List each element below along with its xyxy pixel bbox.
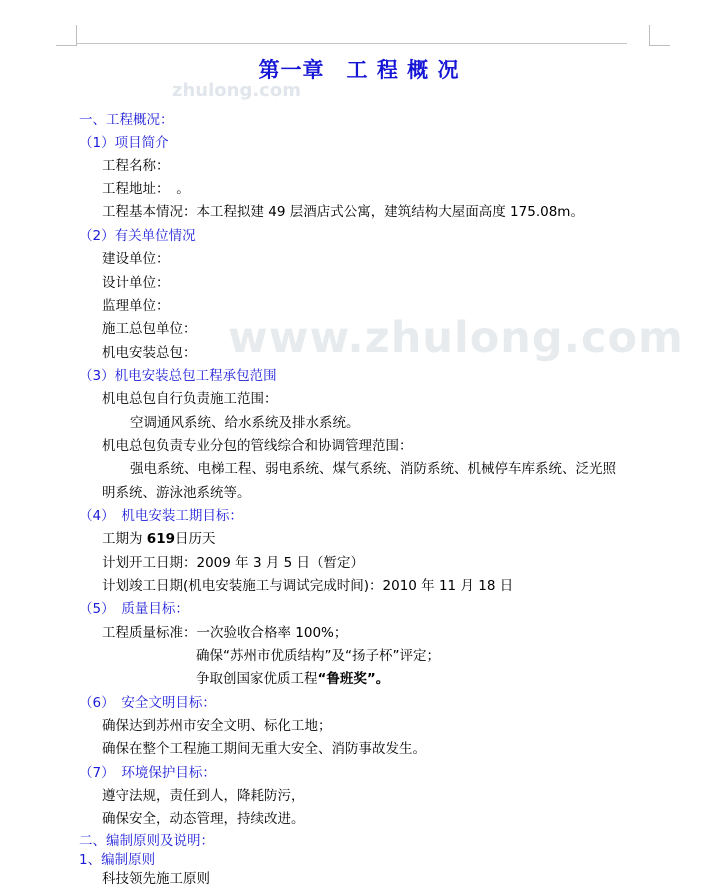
section-heading: 二、编制原则及说明： [79, 833, 214, 849]
text-line-cut: 科技领先施工原则 [102, 871, 210, 887]
text-line: 机电总包自行负责施工范围： [102, 391, 278, 407]
text-line: 工期为 619日历天 [102, 531, 216, 547]
text-line: 争取创国家优质工程“鲁班奖”。 [196, 671, 390, 687]
text-line: 确保达到苏州市安全文明、标化工地； [102, 718, 332, 734]
text-line: 机电总包负责专业分包的管线综合和协调管理范围： [102, 438, 413, 454]
text-line: 确保“苏州市优质结构”及“扬子杯”评定； [196, 648, 440, 664]
text-line: 计划竣工日期(机电安装施工与调试完成时间)：2010 年 11 月 18 日 [102, 578, 514, 594]
watermark-small: zhulong.com [172, 80, 301, 101]
text-line: 确保安全，动态管理，持续改进。 [102, 811, 305, 827]
text-line: 工程名称： [102, 158, 170, 174]
page-title: 第一章 工 程 概 况 [258, 57, 460, 82]
text-line: 确保在整个工程施工期间无重大安全、消防事故发生。 [102, 741, 426, 757]
text-line: 空调通风系统、给水系统及排水系统。 [130, 415, 360, 431]
text-line: 遵守法规，责任到人，降耗防污， [102, 788, 305, 804]
page-corner-mark-left [56, 25, 77, 46]
text-line: 建设单位： [102, 251, 170, 267]
page-corner-mark-right [649, 25, 670, 46]
text-line: 强电系统、电梯工程、弱电系统、煤气系统、消防系统、机械停车库系统、泛光照 [130, 461, 616, 477]
subsection-heading: （7） 环境保护目标： [79, 765, 216, 781]
text-line: 工程地址： 。 [102, 181, 190, 197]
subsection-heading: （1）项目简介 [79, 135, 169, 151]
text-line: 计划开工日期：2009 年 3 月 5 日（暂定） [102, 555, 364, 571]
subsection-heading: （6） 安全文明目标： [79, 695, 216, 711]
subsection-heading: （2）有关单位情况 [79, 228, 196, 244]
duration-value: 619 [146, 531, 175, 547]
text-line: 工程基本情况：本工程拟建 49 层酒店式公寓，建筑结构大屋面高度 175.08m。 [102, 204, 584, 220]
subsection-heading: （5） 质量目标： [79, 601, 189, 617]
subsection-heading: （4） 机电安装工期目标： [79, 508, 243, 524]
text-line: 监理单位： [102, 298, 170, 314]
text-line: 机电安装总包： [102, 345, 197, 361]
watermark-large: www.zhulong.com [228, 313, 684, 363]
text-line: 明系统、游泳池系统等。 [102, 485, 251, 501]
subsection-heading: （3）机电安装总包工程承包范围 [79, 368, 277, 384]
text-line: 施工总包单位： [102, 321, 197, 337]
subsection-heading: 1、编制原则 [79, 852, 156, 868]
section-heading: 一、工程概况： [79, 112, 174, 128]
text-line: 设计单位： [102, 275, 170, 291]
award-name: “鲁班奖”。 [317, 671, 390, 687]
text-line: 工程质量标准：一次验收合格率 100%； [102, 625, 348, 641]
header-rule [77, 43, 627, 44]
